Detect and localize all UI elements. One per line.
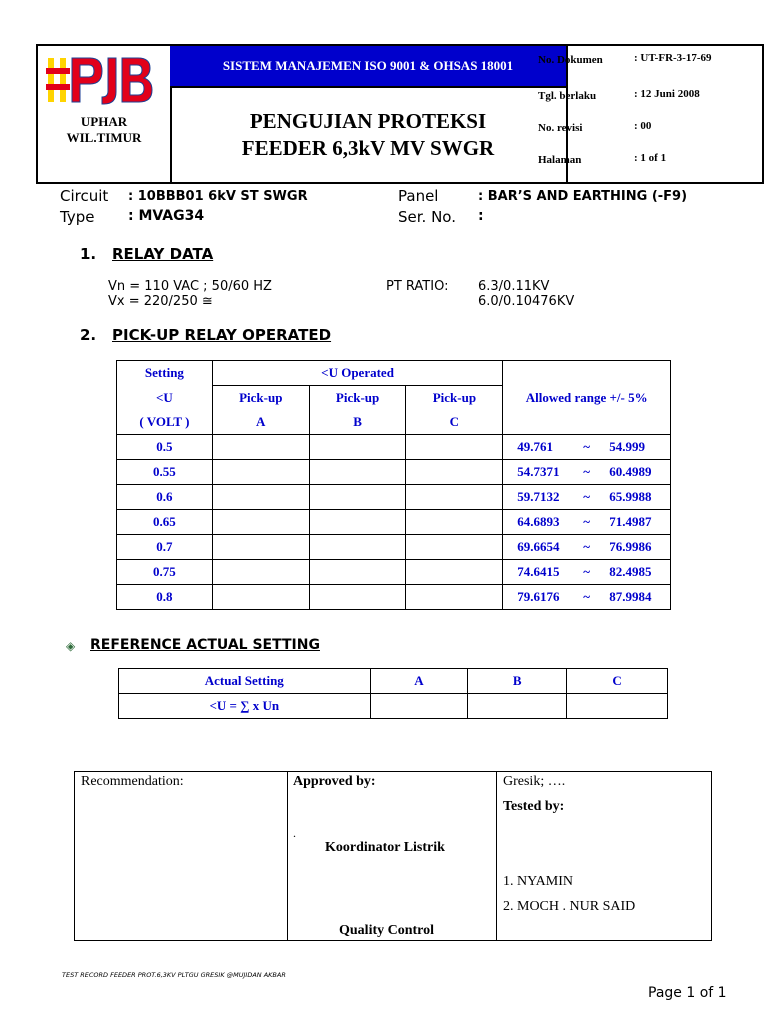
h-u: <U [117, 386, 213, 411]
pickup-c-cell [406, 560, 503, 585]
table-row [117, 535, 671, 560]
pickup-table [116, 360, 671, 610]
pickup-b-cell [309, 535, 406, 560]
panel-value: : BAR’S AND EARTHING (-F9) [478, 189, 688, 204]
meta-page-label: Halaman [538, 154, 582, 166]
qc-label: Quality Control [339, 923, 435, 938]
setting-cell: 0.75 [117, 560, 213, 585]
pickup-b-cell [309, 585, 406, 610]
serno-value: : [478, 208, 484, 224]
meta-page-value: : 1 of 1 [634, 152, 667, 164]
type-value: : MVAG34 [128, 208, 205, 224]
range-cell [503, 560, 671, 585]
h-b: B [309, 410, 406, 435]
range-low: 74.6415 [517, 564, 560, 579]
pickup-c-cell [406, 485, 503, 510]
koordinator-label: Koordinator Listrik [325, 840, 445, 855]
circuit-value: : 10BBB01 6kV ST SWGR [128, 189, 308, 204]
ref-h-b: B [468, 669, 567, 694]
h-pickup-a: Pick-up [212, 386, 309, 411]
pickup-c-cell [406, 510, 503, 535]
table-row [117, 485, 671, 510]
reference-table [118, 668, 668, 719]
tested-label: Tested by: [503, 799, 565, 814]
meta-rev-label: No. revisi [538, 122, 583, 134]
footer-page: Page 1 of 1 [648, 985, 727, 1001]
range-high: 60.4989 [609, 464, 652, 479]
range-high: 87.9984 [609, 589, 652, 604]
pickup-b-cell [309, 510, 406, 535]
ref-cell-a [370, 694, 468, 719]
pickup-b-cell [309, 560, 406, 585]
section1-number: 1. [80, 245, 97, 263]
iso-band: SISTEM MANAJEMEN ISO 9001 & OHSAS 18001 [170, 46, 566, 86]
range-tilde: ~ [583, 589, 591, 604]
range-high: 54.999 [609, 439, 646, 454]
ref-h-a: A [370, 669, 468, 694]
h-setting: Setting [117, 361, 213, 386]
type-label: Type [60, 208, 95, 226]
range-low: 49.761 [517, 439, 554, 454]
h-pickup-b: Pick-up [309, 386, 406, 411]
table-row [117, 560, 671, 585]
meta-rev-value: : 00 [634, 120, 652, 132]
tester-2: 2. MOCH . NUR SAID [503, 899, 636, 914]
h-volt: ( VOLT ) [117, 410, 213, 435]
ref-cell-c [567, 694, 668, 719]
pickup-a-cell [212, 460, 309, 485]
pickup-a-cell [212, 560, 309, 585]
table-row [117, 510, 671, 535]
setting-cell: 0.55 [117, 460, 213, 485]
setting-cell: 0.5 [117, 435, 213, 460]
gresik-label: Gresik; …. [503, 774, 566, 789]
sign-dot: . [293, 826, 296, 840]
pickup-c-cell [406, 435, 503, 460]
range-tilde: ~ [583, 489, 591, 504]
setting-cell: 0.6 [117, 485, 213, 510]
approved-label: Approved by: [293, 774, 376, 789]
table-row [117, 585, 671, 610]
vx-text: Vx = 220/250 ≅ [108, 294, 213, 309]
range-cell [503, 535, 671, 560]
meta-date-value: : 12 Juni 2008 [634, 88, 700, 100]
range-low: 69.6654 [517, 539, 560, 554]
range-high: 65.9988 [609, 489, 652, 504]
footer-record: TEST RECORD FEEDER PROT.6,3KV PLTGU GRESIK @MUJIDAN AKBAR [62, 971, 286, 979]
range-low: 54.7371 [517, 464, 560, 479]
pickup-c-cell [406, 535, 503, 560]
panel-label: Panel [398, 187, 439, 205]
pickup-a-cell [212, 510, 309, 535]
section2-number: 2. [80, 326, 97, 344]
range-low: 64.6893 [517, 514, 560, 529]
range-low: 79.6176 [517, 589, 560, 604]
pickup-b-cell [309, 435, 406, 460]
serno-label: Ser. No. [398, 208, 456, 226]
pjb-logo [46, 54, 156, 108]
pickup-c-cell [406, 460, 503, 485]
h-c: C [406, 410, 503, 435]
setting-cell: 0.65 [117, 510, 213, 535]
setting-cell: 0.8 [117, 585, 213, 610]
pt-ratio-label: PT RATIO: [386, 279, 449, 294]
ref-h-c: C [567, 669, 668, 694]
meta-date-label: Tgl. berlaku [538, 90, 597, 102]
section1-title: RELAY DATA [112, 245, 214, 263]
pt-ratio-1: 6.3/0.11KV [478, 279, 550, 294]
meta-doc-value: : UT-FR-3-17-69 [634, 52, 712, 64]
table-row [117, 435, 671, 460]
h-operated: <U Operated [212, 361, 502, 386]
setting-cell: 0.7 [117, 535, 213, 560]
circuit-label: Circuit [60, 187, 109, 205]
range-cell [503, 460, 671, 485]
range-low: 59.7132 [517, 489, 560, 504]
table-row [117, 460, 671, 485]
unit-name: UPHAR WIL.TIMUR [66, 114, 142, 145]
document-header [36, 44, 764, 184]
range-tilde: ~ [583, 514, 591, 529]
range-tilde: ~ [583, 464, 591, 479]
h-pickup-c: Pick-up [406, 386, 503, 411]
meta-doc-label: No. Dokumen [538, 54, 603, 66]
h-range: Allowed range +/- 5% [503, 361, 671, 435]
range-cell [503, 435, 671, 460]
reference-title: REFERENCE ACTUAL SETTING [90, 637, 320, 653]
diamond-bullet-icon: ◈ [66, 639, 76, 653]
pickup-a-cell [212, 485, 309, 510]
pickup-a-cell [212, 535, 309, 560]
range-high: 76.9986 [609, 539, 652, 554]
tester-1: 1. NYAMIN [503, 874, 573, 889]
pickup-a-cell [212, 585, 309, 610]
h-actual: Actual Setting [119, 669, 371, 694]
formula: <U = ∑ x Un [119, 694, 371, 719]
range-cell [503, 510, 671, 535]
range-high: 71.4987 [609, 514, 652, 529]
ref-cell-b [468, 694, 567, 719]
range-high: 82.4985 [609, 564, 652, 579]
range-tilde: ~ [583, 564, 591, 579]
pickup-a-cell [212, 435, 309, 460]
h-a: A [212, 410, 309, 435]
recommendation-label: Recommendation: [81, 774, 184, 789]
vn-text: Vn = 110 VAC ; 50/60 HZ [108, 279, 272, 294]
pickup-c-cell [406, 585, 503, 610]
document-title: PENGUJIAN PROTEKSI FEEDER 6,3kV MV SWGR [241, 109, 495, 160]
range-cell [503, 585, 671, 610]
pickup-b-cell [309, 485, 406, 510]
pt-ratio-2: 6.0/0.10476KV [478, 294, 575, 309]
signature-block [74, 771, 712, 941]
range-cell [503, 485, 671, 510]
range-tilde: ~ [583, 539, 591, 554]
pickup-b-cell [309, 460, 406, 485]
section2-title: PICK-UP RELAY OPERATED [112, 326, 332, 344]
range-tilde: ~ [583, 439, 591, 454]
